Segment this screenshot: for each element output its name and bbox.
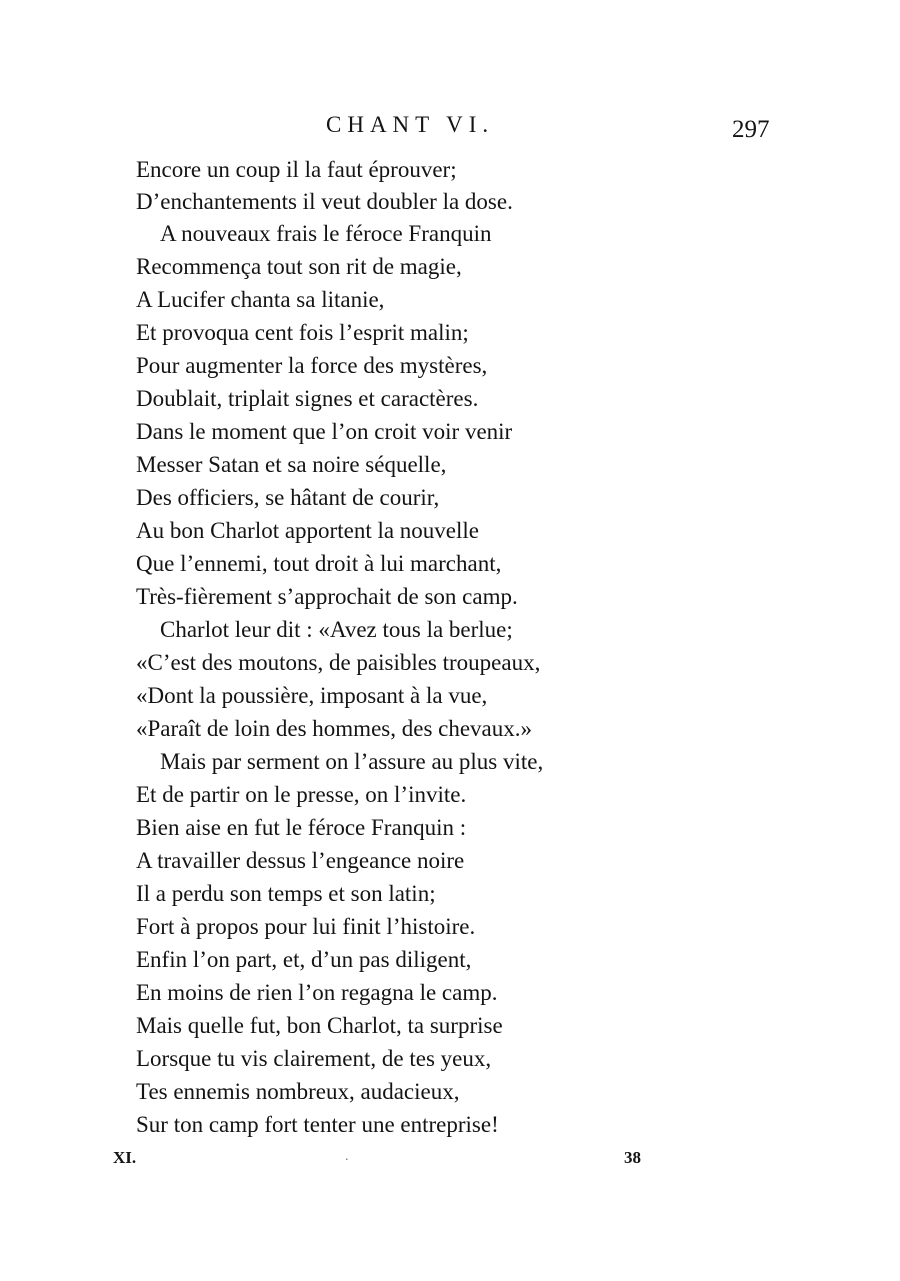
verse-line: «C’est des moutons, de paisibles troupeaux, [136,650,541,675]
verse-line: Recommença tout son rit de magie, [136,254,462,279]
running-head: CHANT VI. [326,112,495,137]
verse-line: Que l’ennemi, tout droit à lui marchant, [136,551,502,576]
verse-line: Encore un coup il la faut éprouver; [136,157,457,182]
verse-line: «Paraît de loin des hommes, des chevaux.» [136,716,533,741]
verse-line: Dans le moment que l’on croit voir venir [136,419,513,444]
verse-line: Doublait, triplait signes et caractères. [136,386,479,411]
verse-line: Lorsque tu vis clairement, de tes yeux, [136,1046,492,1071]
verse-line: A nouveaux frais le féroce Franquin [160,221,492,246]
verse-line: «Dont la poussière, imposant à la vue, [136,683,488,708]
folio-number: 38 [624,1148,641,1167]
signature-mark: XI. [113,1148,137,1167]
verse-line: Mais par serment on l’assure au plus vite, [160,749,544,774]
verse-line: Enfin l’on part, et, d’un pas diligent, [136,947,472,972]
verse-line: Des officiers, se hâtant de courir, [136,485,440,510]
verse-line: En moins de rien l’on regagna le camp. [136,980,498,1005]
verse-line: Pour augmenter la force des mystères, [136,353,488,378]
verse-line: Charlot leur dit : «Avez tous la berlue; [160,617,513,642]
verse-line: Très-fièrement s’approchait de son camp. [136,584,518,609]
verse-line: Mais quelle fut, bon Charlot, ta surprise [136,1013,503,1038]
verse-line: Bien aise en fut le féroce Franquin : [136,815,467,840]
verse-line: A travailler dessus l’engeance noire [136,848,465,873]
page-number: 297 [732,116,770,143]
signature-dot: . [345,1149,349,1164]
verse-line: Et de partir on le presse, on l’invite. [136,782,467,807]
verse-line: Au bon Charlot apportent la nouvelle [136,518,480,543]
verse-line: Messer Satan et sa noire séquelle, [136,452,447,477]
verse-line: Fort à propos pour lui finit l’histoire. [136,914,476,939]
verse-line: Et provoqua cent fois l’esprit malin; [136,320,469,345]
verse-line: D’enchantements il veut doubler la dose. [136,189,513,214]
verse-line: Sur ton camp fort tenter une entreprise! [136,1112,499,1137]
verse-line: A Lucifer chanta sa litanie, [136,287,385,312]
verse-line: Il a perdu son temps et son latin; [136,881,436,906]
verse-line: Tes ennemis nombreux, audacieux, [136,1079,460,1104]
